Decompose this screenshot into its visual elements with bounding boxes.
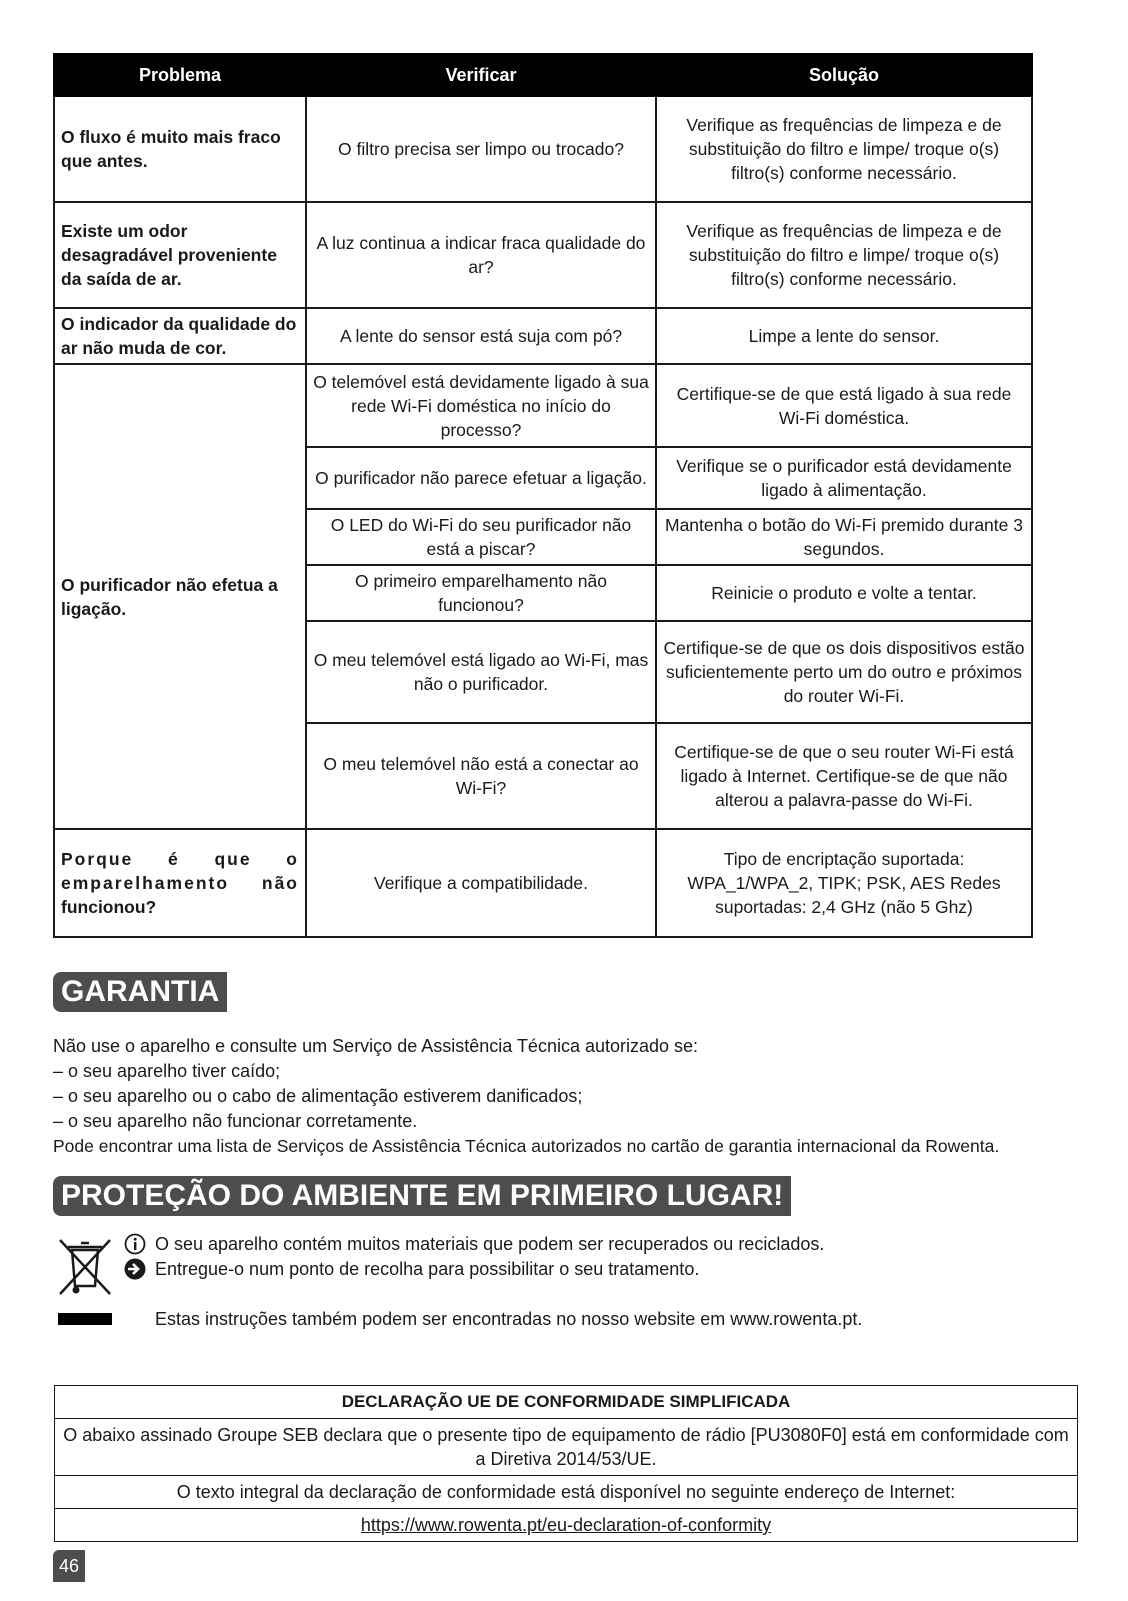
weee-bar [58, 1313, 112, 1325]
header-verificar: Verificar [306, 54, 656, 96]
solution-cell: Certifique-se de que está ligado à sua rede Wi-Fi doméstica. [656, 364, 1032, 447]
ambiente-line-2: Entregue-o num ponto de recolha para possibilitar o seu tratamento. [155, 1259, 700, 1279]
website-line: Estas instruções também podem ser encontradas no nosso website em www.rowenta.pt. [155, 1309, 863, 1329]
declaration-link-cell [55, 1509, 1078, 1542]
table-row [54, 829, 1032, 937]
ambiente-text [155, 1232, 824, 1282]
problem-cell-pairing [54, 829, 306, 937]
table-row [54, 308, 1032, 364]
problem-cell-pairing-text: Porque é que o emparelhamento não [61, 849, 299, 893]
garantia-text [53, 1034, 999, 1159]
solution-cell: Mantenha o botão do Wi-Fi premido durante 3 segundos. [656, 509, 1032, 565]
check-cell: O filtro precisa ser limpo ou trocado? [306, 96, 656, 202]
ambiente-heading: PROTEÇÃO DO AMBIENTE EM PRIMEIRO LUGAR! [53, 1176, 791, 1216]
check-cell: O primeiro emparelhamento não funcionou? [306, 565, 656, 621]
check-cell: O purificador não parece efetuar a ligação. [306, 447, 656, 509]
problem-cell: Existe um odor desagradável proveniente da saída de ar. [54, 202, 306, 308]
declaration-title: DECLARAÇÃO UE DE CONFORMIDADE SIMPLIFICADA [55, 1386, 1078, 1419]
solution-cell: Verifique se o purificador está devidamente ligado à alimentação. [656, 447, 1032, 509]
garantia-line: – o seu aparelho tiver caído; [53, 1061, 281, 1081]
check-cell: O telemóvel está devidamente ligado à sua rede Wi-Fi doméstica no início do processo? [306, 364, 656, 447]
ambiente-line-1: O seu aparelho contém muitos materiais que podem ser recuperados ou reciclados. [155, 1234, 825, 1254]
check-cell: A luz continua a indicar fraca qualidade do ar? [306, 202, 656, 308]
declaration-table [54, 1385, 1078, 1542]
info-icon [124, 1233, 146, 1255]
problem-cell-connection: O purificador não efetua a ligação. [54, 364, 306, 829]
check-cell: A lente do sensor está suja com pó? [306, 308, 656, 364]
table-row [54, 364, 1032, 447]
check-cell: Verifique a compatibilidade. [306, 829, 656, 937]
declaration-text-1: O abaixo assinado Groupe SEB declara que o presente tipo de equipamento de rádio [PU3080F0] está em conformidade com a Diretiva 2014/53/UE. [55, 1419, 1078, 1476]
garantia-line: Pode encontrar uma lista de Serviços de Assistência Técnica autorizados no cartão de garantia internacional da Rowenta. [53, 1136, 1000, 1156]
check-cell: O meu telemóvel não está a conectar ao Wi-Fi? [306, 723, 656, 829]
header-solucao: Solução [656, 54, 1032, 96]
declaration-link[interactable]: https://www.rowenta.pt/eu-declaration-of-conformity [360, 1515, 772, 1535]
solution-cell: Limpe a lente do sensor. [656, 308, 1032, 364]
problem-cell: O fluxo é muito mais fraco que antes. [54, 96, 306, 202]
troubleshooting-table [53, 53, 1033, 938]
solution-cell: Tipo de encriptação suportada: WPA_1/WPA_2, TIPK; PSK, AES Redes suportadas: 2,4 GHz (não 5 Ghz) [656, 829, 1032, 937]
problem-cell: O indicador da qualidade do ar não muda de cor. [54, 308, 306, 364]
declaration-text-2: O texto integral da declaração de conformidade está disponível no seguinte endereço de Internet: [55, 1476, 1078, 1509]
weee-bin-icon [54, 1236, 116, 1298]
table-row [54, 202, 1032, 308]
check-cell: O LED do Wi-Fi do seu purificador não está a piscar? [306, 509, 656, 565]
solution-cell: Verifique as frequências de limpeza e de substituição do filtro e limpe/ troque o(s) filtro(s) conforme necessário. [656, 96, 1032, 202]
solution-cell: Verifique as frequências de limpeza e de substituição do filtro e limpe/ troque o(s) filtro(s) conforme necessário. [656, 202, 1032, 308]
solution-cell: Certifique-se de que os dois dispositivos estão suficientemente perto um do outro e próximos do router Wi-Fi. [656, 621, 1032, 723]
garantia-line: – o seu aparelho ou o cabo de alimentação estiverem danificados; [53, 1086, 583, 1106]
problem-cell-pairing-end: funcionou? [61, 897, 157, 917]
garantia-heading: GARANTIA [53, 972, 227, 1012]
garantia-line: Não use o aparelho e consulte um Serviço de Assistência Técnica autorizado se: [53, 1036, 699, 1056]
check-cell: O meu telemóvel está ligado ao Wi-Fi, mas não o purificador. [306, 621, 656, 723]
table-row [54, 96, 1032, 202]
header-problema: Problema [54, 54, 306, 96]
arrow-right-icon [124, 1258, 146, 1280]
solution-cell: Certifique-se de que o seu router Wi-Fi está ligado à Internet. Certifique-se de que não alterou a palavra-passe do Wi-Fi. [656, 723, 1032, 829]
page-number: 46 [53, 1550, 85, 1582]
solution-cell: Reinicie o produto e volte a tentar. [656, 565, 1032, 621]
garantia-line: – o seu aparelho não funcionar corretamente. [53, 1111, 418, 1131]
